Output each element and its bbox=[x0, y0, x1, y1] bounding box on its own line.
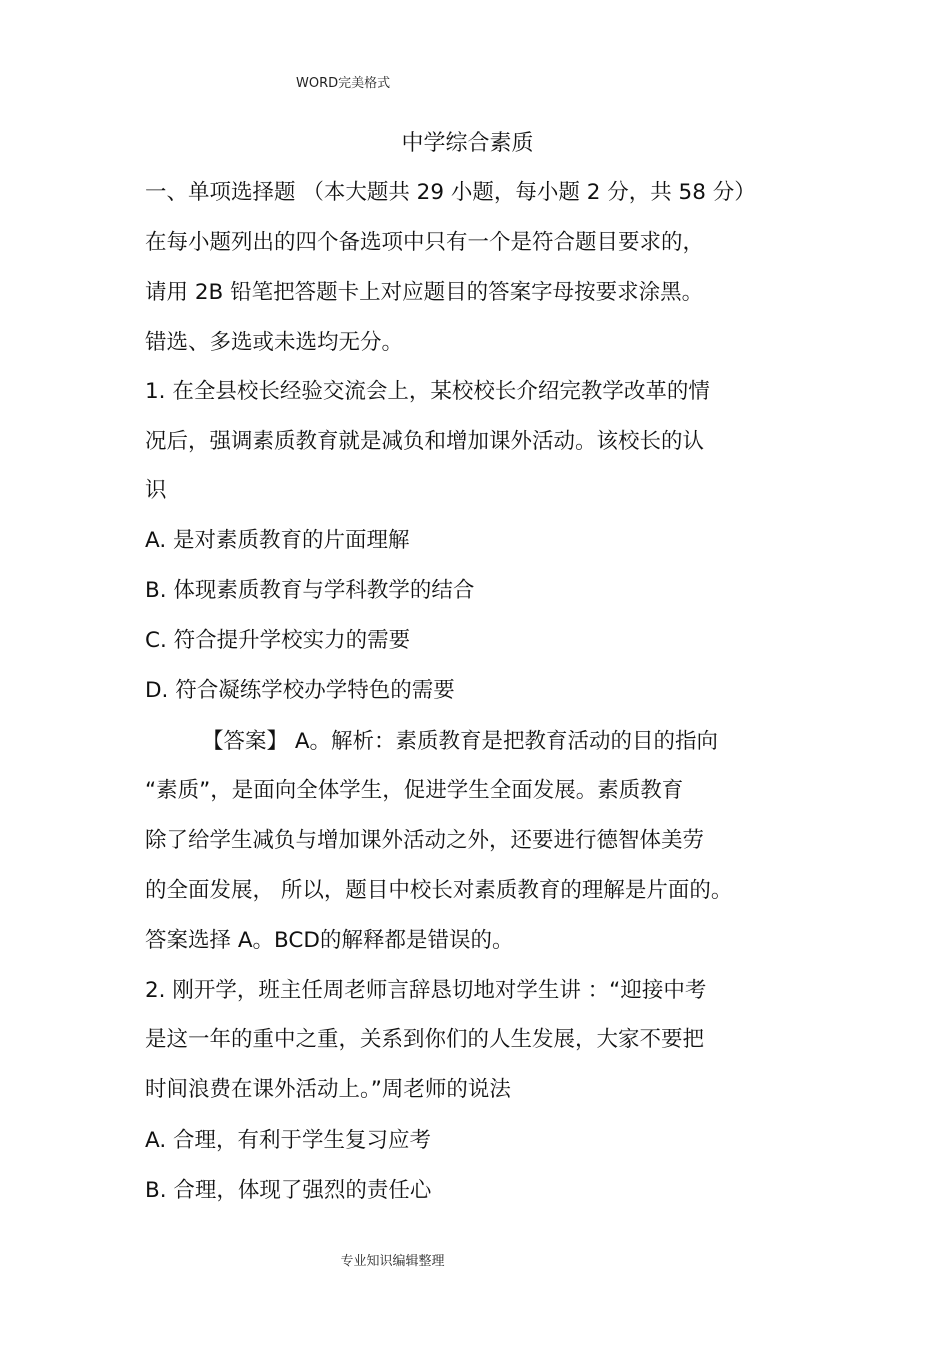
question-2-stem: 时间浪费在课外活动上。”周老师的说法 bbox=[145, 1077, 511, 1102]
question-2-stem: 2. 刚开学，班主任周老师言辞恳切地对学生讲 ：“迎接中考 bbox=[145, 978, 707, 1003]
question-1-option-d: D. 符合凝练学校办学特色的需要 bbox=[145, 678, 455, 703]
page-title: 中学综合素质 bbox=[401, 131, 534, 156]
instruction-line: 请用 2B 铅笔把答题卡上对应题目的答案字母按要求涂黑。 bbox=[145, 280, 704, 305]
question-1-option-c: C. 符合提升学校实力的需要 bbox=[145, 628, 411, 653]
question-1-stem: 识 bbox=[145, 478, 167, 503]
question-1-answer: 的全面发展， 所以，题目中校长对素质教育的理解是片面的。 bbox=[145, 878, 733, 903]
question-1-answer: 答案选择 A。BCD的解释都是错误的。 bbox=[145, 928, 514, 953]
instruction-line: 错选、多选或未选均无分。 bbox=[145, 330, 404, 355]
section-heading: 一、单项选择题 （本大题共 29 小题，每小题 2 分，共 58 分） bbox=[145, 180, 756, 205]
question-2-option-b: B. 合理，体现了强烈的责任心 bbox=[145, 1178, 432, 1203]
instruction-line: 在每小题列出的四个备选项中只有一个是符合题目要求的， bbox=[145, 230, 705, 255]
footer-watermark: 专业知识编辑整理 bbox=[340, 1254, 445, 1269]
question-1-answer: 除了给学生减负与增加课外活动之外，还要进行德智体美劳 bbox=[145, 828, 705, 853]
question-1-option-b: B. 体现素质教育与学科教学的结合 bbox=[145, 578, 475, 603]
question-2-option-a: A. 合理，有利于学生复习应考 bbox=[145, 1128, 431, 1153]
question-1-answer: “素质”，是面向全体学生，促进学生全面发展。素质教育 bbox=[145, 778, 684, 803]
question-2-stem: 是这一年的重中之重，关系到你们的人生发展，大家不要把 bbox=[145, 1027, 705, 1052]
question-1-stem: 1. 在全县校长经验交流会上，某校校长介绍完教学改革的情 bbox=[145, 379, 710, 404]
header-watermark: WORD完美格式 bbox=[296, 76, 391, 91]
question-1-answer: 【答案】 A。解析：素质教育是把教育活动的目的指向 bbox=[202, 729, 719, 754]
question-1-stem: 况后，强调素质教育就是减负和增加课外活动。该校长的认 bbox=[145, 429, 705, 454]
question-1-option-a: A. 是对素质教育的片面理解 bbox=[145, 528, 410, 553]
